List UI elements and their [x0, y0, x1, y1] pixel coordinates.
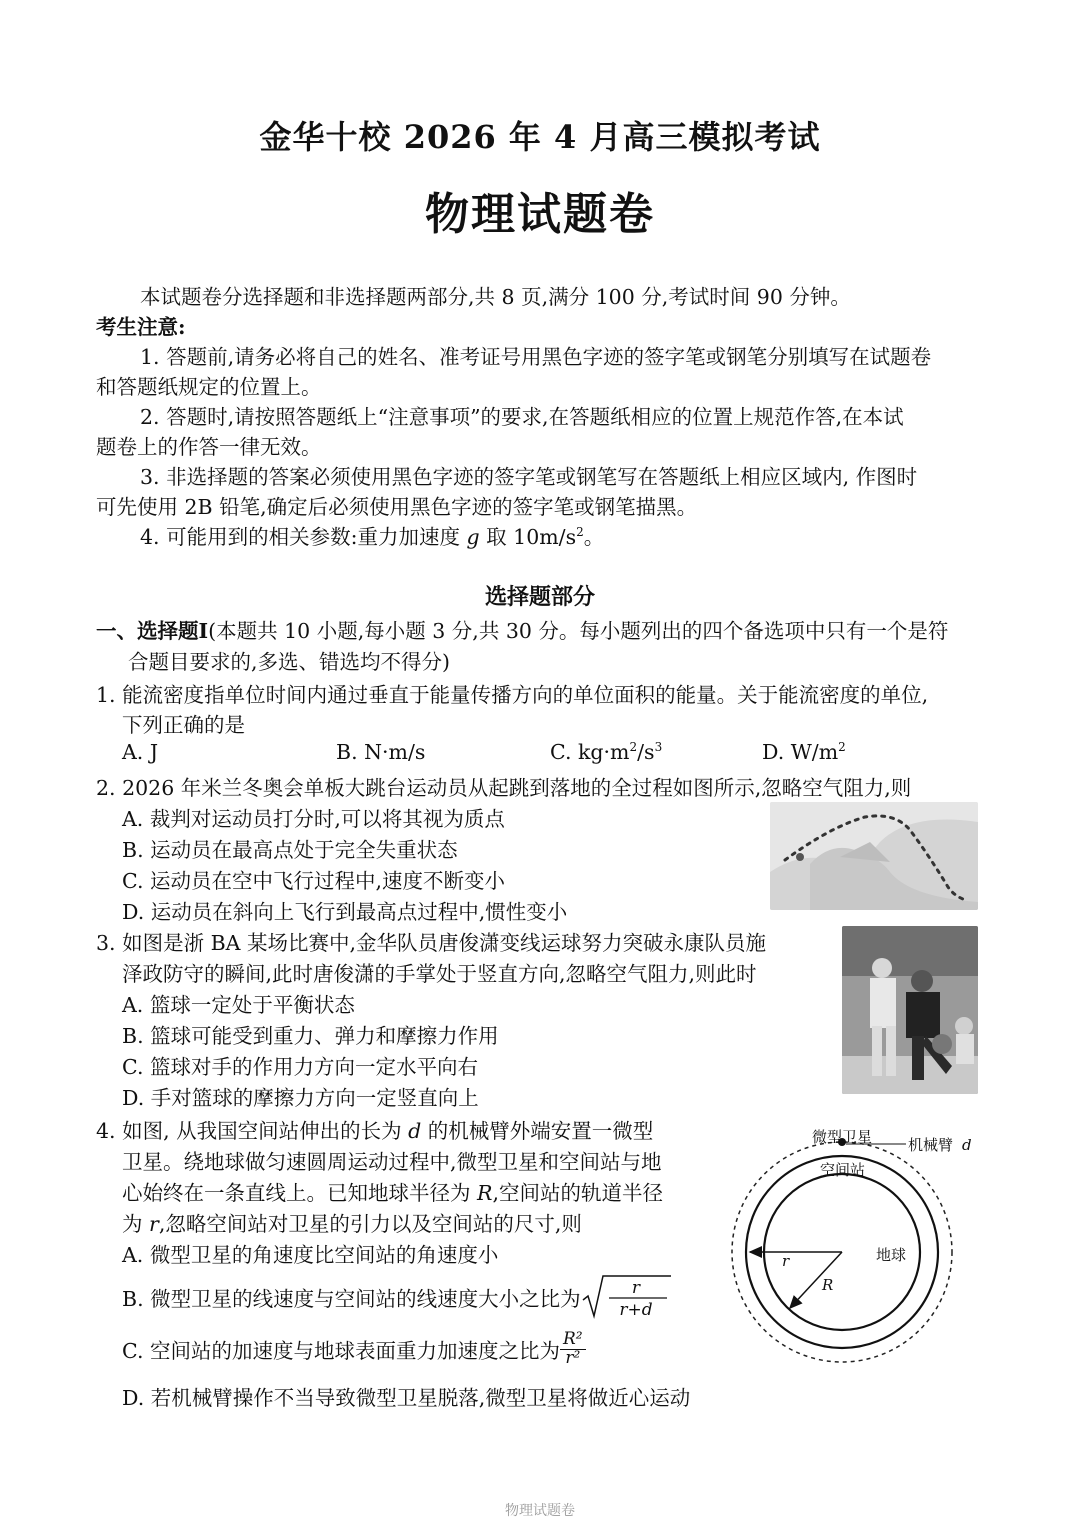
station-label: 空间站	[820, 1161, 866, 1179]
exam-title: 金华十校 2026 年 4 月高三模拟考试	[259, 118, 821, 156]
notice-heading: 考生注意:	[96, 315, 186, 339]
q1-option-b: B. N·m/s	[336, 740, 426, 764]
q4-option-a: A. 微型卫星的角速度比空间站的角速度小	[122, 1243, 499, 1267]
snowboard-jump-photo	[770, 802, 978, 910]
q3-option-b: B. 篮球可能受到重力、弹力和摩擦力作用	[122, 1024, 499, 1048]
q2-option-c: C. 运动员在空中飞行过程中,速度不断变小	[122, 869, 506, 893]
part1-desc: (本题共 10 小题,每小题 3 分,共 30 分。每小题列出的四个备选项中只有一个是符	[208, 619, 949, 643]
q4-option-d: D. 若机械臂操作不当导致微型卫星脱落,微型卫星将做近心运动	[122, 1386, 691, 1410]
notice-item-2-line-1: 2. 答题时,请按照答题纸上“注意事项”的要求,在答题纸相应的位置上规范作答,在本试	[140, 405, 904, 429]
q4-b-numerator: r	[631, 1278, 640, 1298]
basketball-photo	[842, 926, 978, 1094]
notice-item-3-line-1: 3. 非选择题的答案必须使用黑色字迹的签字笔或钢笔写在答题纸上相应区域内, 作图时	[140, 465, 918, 489]
sqrt-expression	[581, 1274, 673, 1320]
R-label: R	[822, 1276, 834, 1294]
q3-option-d: D. 手对篮球的摩擦力方向一定竖直向上	[122, 1086, 479, 1110]
part1-header	[96, 614, 948, 644]
q2-option-b: B. 运动员在最高点处于完全失重状态	[122, 838, 458, 862]
r-label: r	[782, 1252, 790, 1270]
notice-item-1-line-1: 1. 答题前,请务必将自己的姓名、准考证号用黑色字迹的签字笔或钢笔分别填写在试题卷	[140, 345, 932, 369]
arm-label: 机械臂	[908, 1136, 954, 1154]
notice-item-2-line-2: 题卷上的作答一律无效。	[96, 435, 322, 459]
q2-option-a: A. 裁判对运动员打分时,可以将其视为质点	[122, 807, 505, 831]
q3-stem-line-2: 泽政防守的瞬间,此时唐俊潇的手掌处于竖直方向,忽略空气阻力,则此时	[122, 962, 757, 986]
q4-option-c: C. 空间站的加速度与地球表面重力加速度之比为 $\frac{\text{R²}}{\text{r²}}$	[122, 1326, 586, 1372]
q4-stem-line-1: 4. 如图, 从我国空间站伸出的长为 d 的机械臂外端安置一微型	[96, 1119, 654, 1143]
earth-label: 地球	[876, 1246, 907, 1264]
q1-option-d: D. $W/m^2$	[762, 740, 846, 764]
paper-subtitle: 物理试题卷	[425, 189, 655, 240]
q4-c-denominator: r²	[565, 1347, 581, 1368]
q1-stem-line-1: 1. 能流密度指单位时间内通过垂直于能量传播方向的单位面积的能量。关于能流密度的单位,	[96, 683, 929, 707]
q4-c-numerator: R²	[560, 1331, 586, 1350]
notice-item-3-line-2: 可先使用 2B 铅笔,确定后必须使用黑色字迹的签字笔或钢笔描黑。	[96, 495, 698, 519]
q4-stem-line-4: 为 r,忽略空间站对卫星的引力以及空间站的尺寸,则	[122, 1212, 582, 1236]
q4-option-b: B. 微型卫星的线速度与空间站的线速度大小之比为 r r+d	[122, 1276, 673, 1318]
notice-item-1-line-2: 和答题纸规定的位置上。	[96, 375, 322, 399]
q3-option-c: C. 篮球对手的作用力方向一定水平向右	[122, 1055, 478, 1079]
q4-c-fraction	[560, 1328, 586, 1368]
notice-item-4: 4. 可能用到的相关参数:重力加速度 g 取 $10m/s^2$。	[140, 525, 605, 549]
q1-option-a: A. J	[122, 740, 159, 764]
q1-option-c: C. $kg\cdot m^2/s^3$	[550, 740, 663, 764]
q1-stem-line-2: 下列正确的是	[122, 713, 245, 737]
page-footer: 物理试题卷	[505, 1503, 575, 1519]
q4-stem-line-3: 心始终在一条直线上。已知地球半径为 R,空间站的轨道半径	[122, 1181, 663, 1205]
q2-stem: 2. 2026 年米兰冬奥会单板大跳台运动员从起跳到落地的全过程如图所示,忽略空气阻力,则	[96, 776, 912, 800]
q4-b-denominator: r+d	[618, 1300, 653, 1320]
orbit-diagram	[728, 1120, 988, 1380]
q2-option-d: D. 运动员在斜向上飞行到最高点过程中,惯性变小	[122, 900, 568, 924]
part1-title: 一、选择题Ⅰ	[96, 619, 209, 643]
q3-stem-line-1: 3. 如图是浙 BA 某场比赛中,金华队员唐俊潇变线运球努力突破永康队员施	[96, 931, 766, 955]
intro-text: 本试题卷分选择题和非选择题两部分,共 8 页,满分 100 分,考试时间 90 分钟。	[140, 285, 851, 309]
q3-option-a: A. 篮球一定处于平衡状态	[122, 993, 355, 1017]
satellite-label: 微型卫星	[812, 1128, 873, 1146]
arm-length-label: d	[962, 1136, 972, 1154]
q4-stem-line-2: 卫星。绕地球做匀速圆周运动过程中,微型卫星和空间站与地	[122, 1150, 662, 1174]
section-title: 选择题部分	[484, 584, 595, 610]
part1-desc-line-2: 合题目要求的,多选、错选均不得分)	[128, 650, 451, 674]
